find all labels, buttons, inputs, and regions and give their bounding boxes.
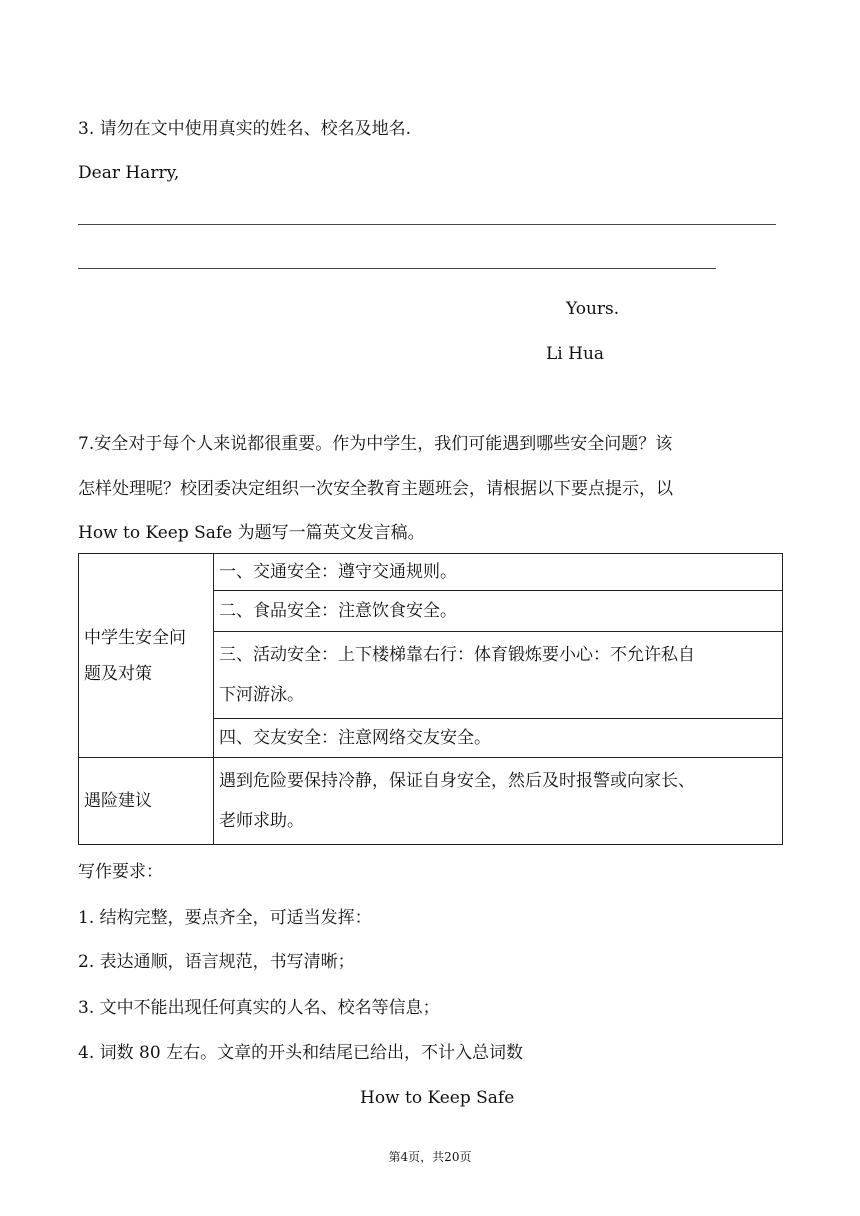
requirement-item: 1. 结构完整，要点齐全，可适当发挥： [78, 908, 372, 928]
table-cell-line: 老师求助。 [219, 811, 304, 831]
table-cell-line: 三、活动安全：上下楼梯靠右行：体育锻炼要小心：不允许私自 [219, 645, 695, 665]
table-row [79, 758, 783, 845]
group-2-header: 遇险建议 [79, 758, 214, 845]
essay-title: How to Keep Safe [360, 1088, 515, 1108]
table-row [79, 554, 783, 591]
group-1-header-line: 题及对策 [84, 663, 152, 684]
question-7-prompt-line-1: 7.安全对于每个人来说都很重要。作为中学生，我们可能遇到哪些安全问题？该 [78, 434, 673, 454]
greeting: Dear Harry, [78, 163, 180, 183]
note-3: 3. 请勿在文中使用真实的姓名、校名及地名. [78, 119, 412, 139]
table-cell: 二、食品安全：注意饮食安全。 [214, 591, 783, 632]
table-cell: 四、交友安全：注意网络交友安全。 [214, 719, 783, 758]
group-1-header-line: 中学生安全问 [84, 627, 186, 648]
signature: Li Hua [546, 344, 605, 364]
requirements-title: 写作要求： [78, 862, 163, 882]
answer-line-2 [78, 268, 716, 269]
requirement-item: 3. 文中不能出现任何真实的人名、校名等信息； [78, 998, 440, 1018]
requirement-item: 4. 词数 80 左右。文章的开头和结尾已给出，不计入总词数 [78, 1043, 524, 1063]
table-cell-line: 下河游泳。 [219, 685, 304, 705]
group-1-header [79, 554, 214, 758]
question-7-prompt-line-2: 怎样处理呢？校团委决定组织一次安全教育主题班会，请根据以下要点提示，以 [78, 479, 673, 499]
table-cell [214, 758, 783, 845]
closing: Yours. [566, 299, 620, 319]
question-7-prompt-line-3: How to Keep Safe 为题写一篇英文发言稿。 [78, 523, 425, 543]
safety-points-table [78, 553, 783, 845]
table-cell: 一、交通安全：遵守交通规则。 [214, 554, 783, 591]
table-cell-line: 遇到危险要保持冷静，保证自身安全，然后及时报警或向家长、 [219, 771, 695, 791]
page-footer: 第4页，共20页 [388, 1150, 472, 1164]
answer-line-1 [78, 224, 776, 225]
requirement-item: 2. 表达通顺，语言规范，书写清晰； [78, 952, 355, 972]
table-cell [214, 632, 783, 719]
